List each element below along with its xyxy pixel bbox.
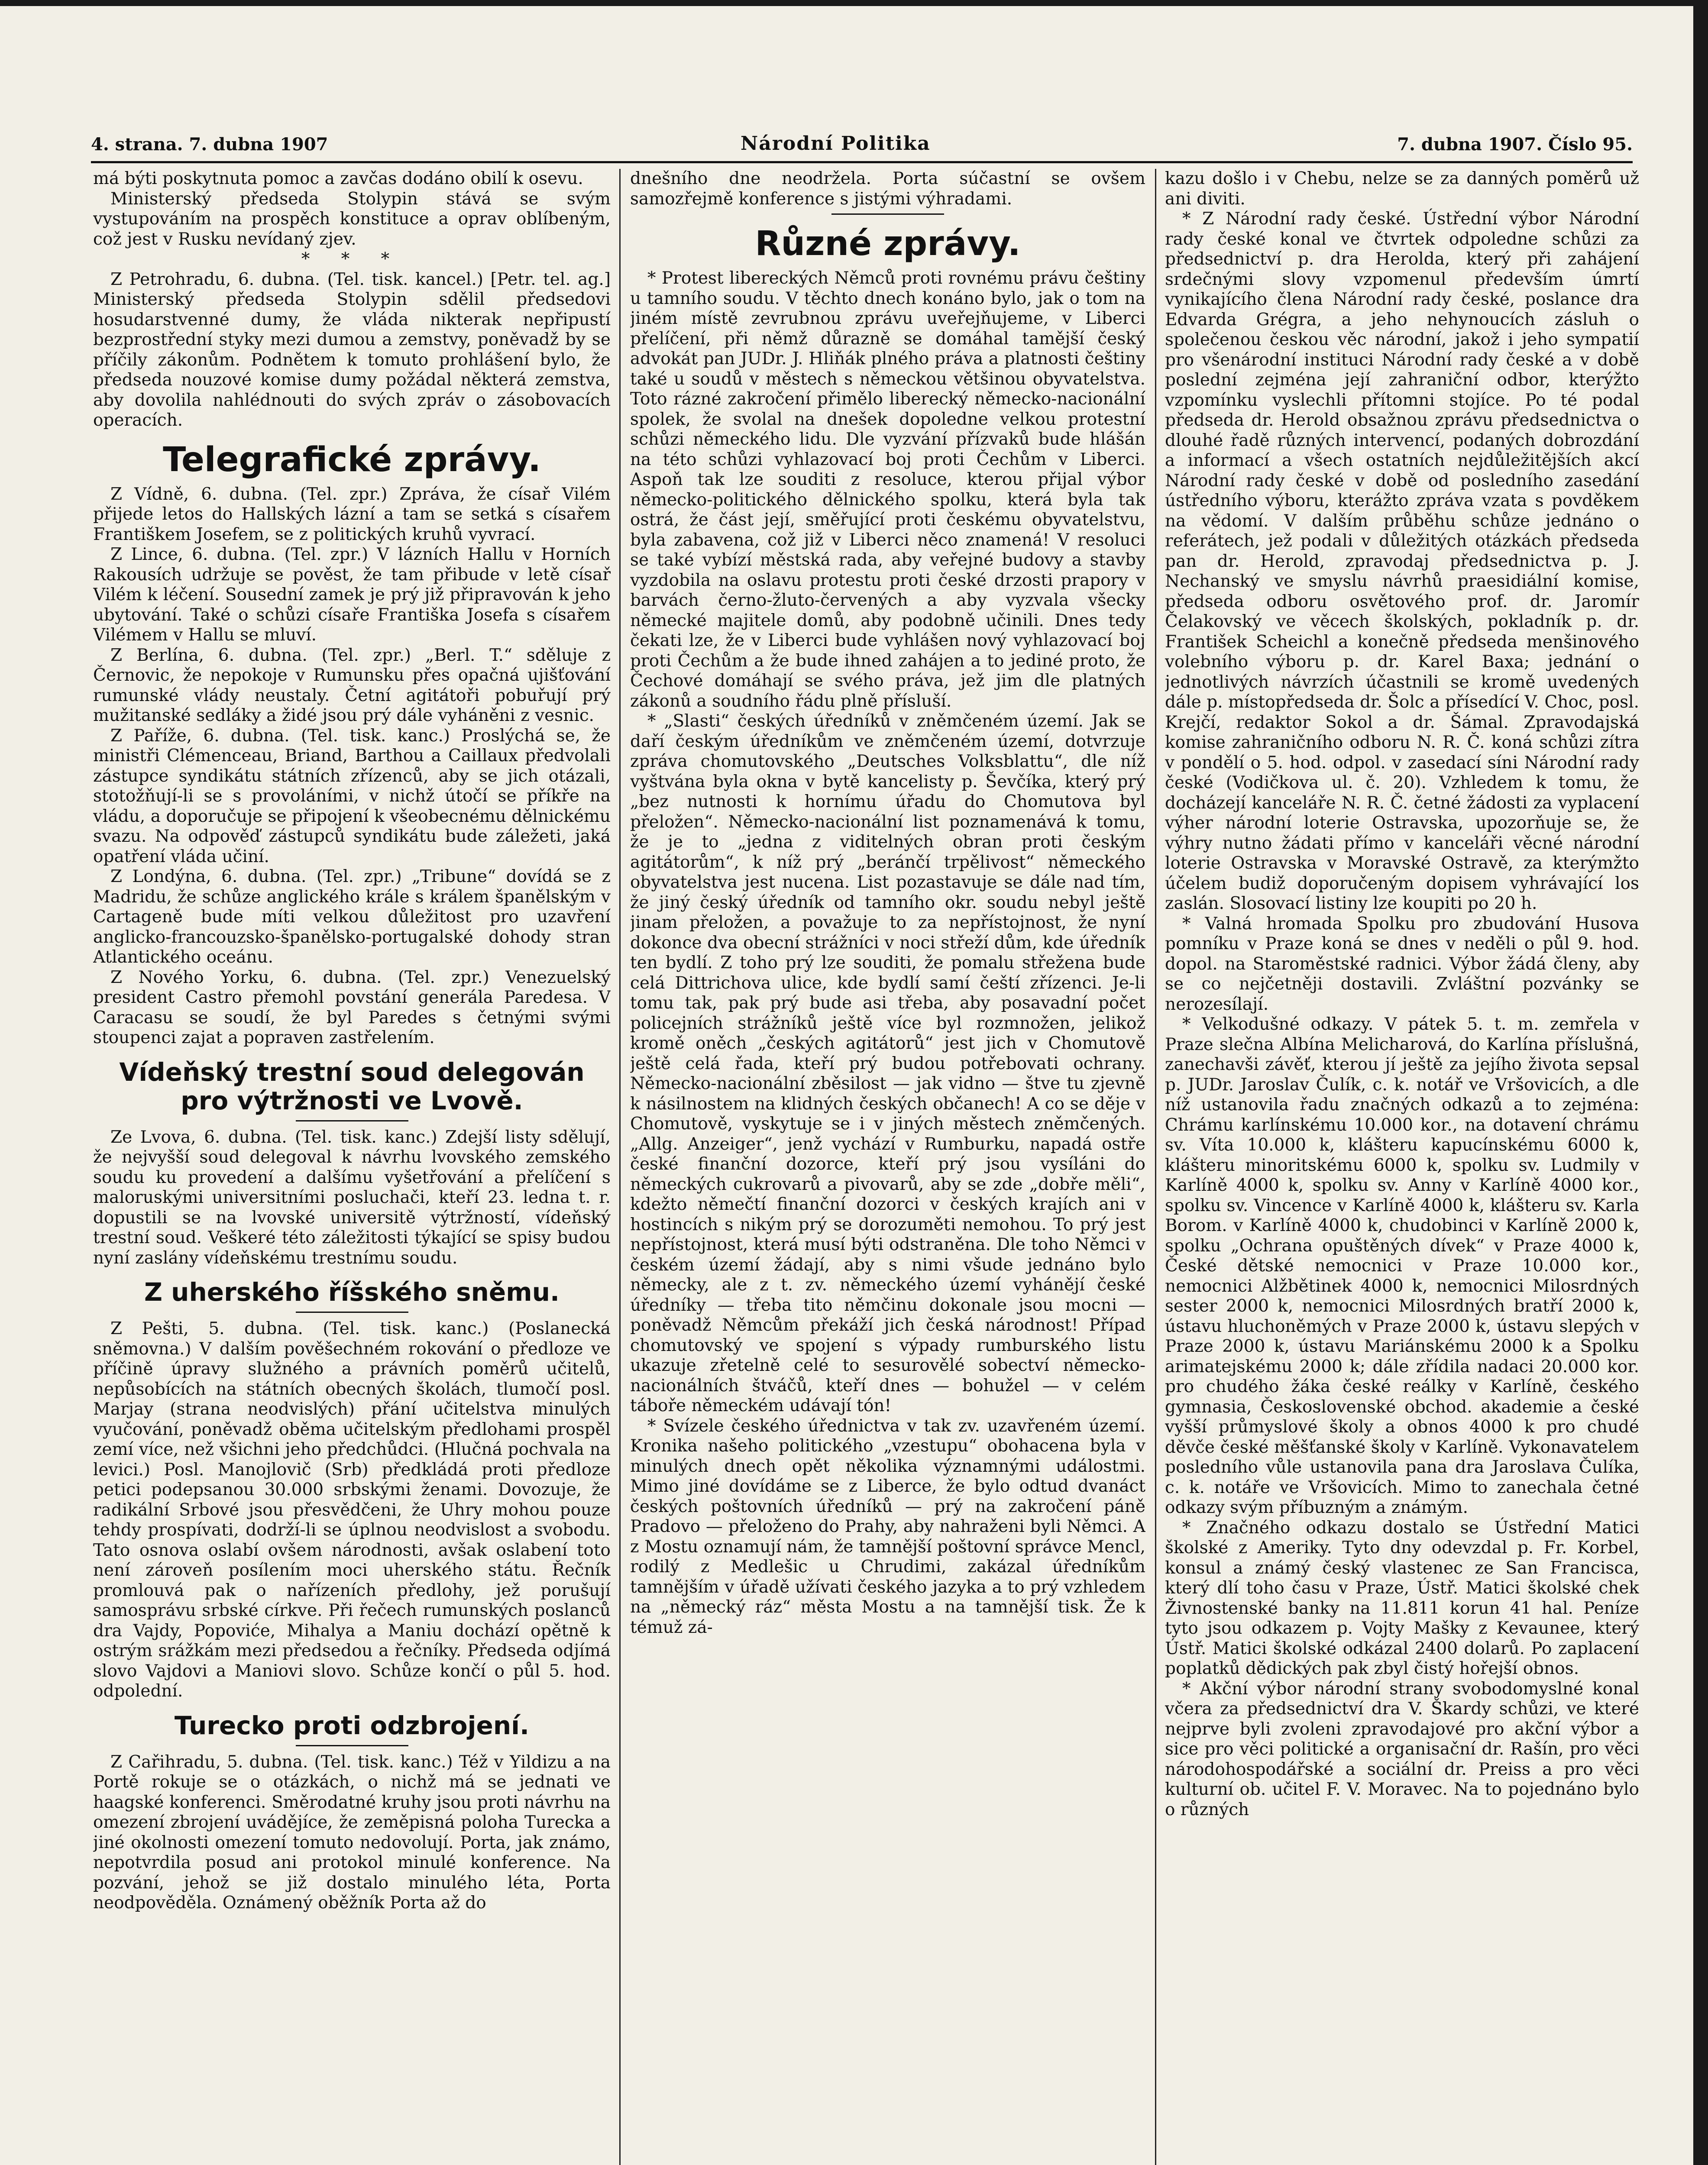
header-right: 7. dubna 1907. Číslo 95. <box>1397 134 1633 155</box>
news-item: Z Londýna, 6. dubna. (Tel. zpr.) „Tribune“ dovídá se z Madridu, že schůze anglického krále s králem španělským v Cartageně bude míti velkou důležitost pro uzavření anglicko-francouzsko-španělsko-portugalské dohody stran Atlantického oceánu. <box>93 867 611 967</box>
news-item: * Valná hromada Spolku pro zbudování Husova pomníku v Praze koná se dnes v neděli o půl 9. hod. dopol. na Staroměstské radnici. Výbor žádá členy, aby se co nejčetněji dostavili. Zvláštní pozvánky se nerozesílají. <box>1165 914 1639 1014</box>
news-item: * Velkodušné odkazy. V pátek 5. t. m. zemřela v Praze slečna Albína Melicharová, do Karlína příslušná, zanechavši závěť, kterou jí ještě za jejího života sepsal p. JUDr. Jaroslav Čulík, c. k. notář ve Vršovicích, a dle níž ustanovila řadu značných odkazů a to zejména: Chrámu karlínskému 10.000 kor., na dotavení chrámu sv. Víta 10.000 k, klášteru kapucínskému 6000 k, klášteru minoritskému 6000 k, spolku sv. Ludmily v Karlíně 4000 k, spolku sv. Anny v Karlíně 4000 kor., spolku sv. Vincence v Karlíně 4000 k, klášteru sv. Karla Borom. v Karlíně 4000 k, chudobinci v Karlíně 2000 k, spolku „Ochrana opuštěných dívek“ v Praze 4000 k, České dětské nemocnici v Praze 10.000 kor., nemocnici Alžbětinek 4000 k, nemocnici Milosrdných sester 2000 k, nemocnici Milosrdných bratří 2000 k, ústavu hluchoněmých v Praze 2000 k, ústavu slepých v Praze 2000 k, ústavu Mariánskému 2000 k a Spolku arimatejskému 2000 k; dále zřídila nadaci 20.000 kor. pro chudého žáka české reálky v Karlíně, českého gymnasia, Československé obchod. akademie a české vyšší průmyslové školy a obnos 4000 k pro chudé děvče české měšťanské školy v Karlíně. Vykonavatelem posledního vůle ustanovila pana dra Jaroslava Čulíka, c. k. notáře ve Vršovicích. Mimo to zanechala četné odkazy svým příbuzným a známým. <box>1165 1015 1639 1517</box>
article-paragraph: kazu došlo i v Chebu, nelze se za danných poměrů už ani diviti. <box>1165 169 1639 209</box>
scan-border-right <box>1693 0 1708 2165</box>
column-1 <box>93 169 611 2165</box>
news-item: Z Lince, 6. dubna. (Tel. zpr.) V lázních Hallu v Horních Rakousích udržuje se pověst, že tam přibude v letě císař Vilém k léčení. Sousední zamek je prý již připravován k jeho ubytování. Také o schůzi císaře Františka Josefa s císařem Vilémem v Hallu se mluví. <box>93 545 611 645</box>
header-rule <box>91 161 1633 163</box>
article-paragraph: Ministerský předseda Stolypin stává se svým vystupováním na prospěch konstituce a oprav oblíbeným, což jest v Rusku nevídaný zjev. <box>93 189 611 249</box>
page-header <box>91 130 1633 160</box>
column-3 <box>1165 169 1639 2165</box>
news-item: Z Berlína, 6. dubna. (Tel. zpr.) „Berl. T.“ sděluje z Černovic, že nepokoje v Rumunsku přes opačná ujišťování rumunské vlády neustaly. Četní agitátoři pobuřují prý mužitanské sedláky a židé jsou prý dále vyháněni z vesnic. <box>93 645 611 725</box>
header-left: 4. strana. 7. dubna 1907 <box>91 134 328 155</box>
article-paragraph: Z Petrohradu, 6. dubna. (Tel. tisk. kancel.) [Petr. tel. ag.] Ministerský předseda Stolypin sdělil předsedovi hosudarstvenné dumy, že vláda nikterak nepřipustí bezprostřední styky mezi dumou a zemstvy, poněvadž by se příčily zákonům. Podnětem k tomuto prohlášení bylo, že předseda nouzové komise dumy požádal některá zemstva, aby dovolila nahlédnouti do svých zpráv o zásobovacích operacích. <box>93 269 611 430</box>
article-paragraph: má býti poskytnuta pomoc a zavčas dodáno obilí k osevu. <box>93 169 583 188</box>
news-item: * Akční výbor národní strany svobodomyslné konal včera za předsednictví dra V. Škardy schůzi, ve které nejprve byli zvoleni zpravodajové pro akční výbor a sice pro věci politické a organisační dr. Rašín, pro věci národohospodářské a sociální dr. Preiss a pro věci kulturní ob. učitel F. V. Moravec. Na to pojednáno bylo o různých <box>1165 1679 1639 1819</box>
column-2 <box>630 169 1145 2165</box>
news-item: * „Slasti“ českých úředníků v zněmčeném území. Jak se daří českým úředníkům ve zněmčeném území, dotvrzuje zpráva chomutovského „Deutsches Volksblattu“, dle níž vyštvána byla okna v bytě kancelisty p. Ševčíka, který prý „bez nutnosti k hornímu úřadu do Chomutova byl přeložen“. Německo-nacionální list poznamenává k tomu, že je to „jedna z viditelných obran proti českým agitátorům“, k níž prý „beránčí trpělivost“ německého obyvatelstva jest nucena. List pozastavuje se dále nad tím, že jiný český úředník od tamního okr. soudu nebyl ještě jinam přeložen, a považuje to za nepřístojnost, že nyní dokonce dva obecní strážníci v noci střeží dům, kde úředník ten bydlí. Z toho prý lze souditi, že pomalu střežena bude celá Dittrichova ulice, kde bydlí samí čeští zřízenci. Je-li tomu tak, pak prý bude asi třeba, aby posavadní počet policejních strážníků ještě více byl rozmnožen, jelikož kromě oněch „českých agitátorů“ jest jich v Chomutově ještě celá řada, kteří prý budou potřebovati ochrany. Německo-nacionální zběsilost — jak vidno — štve tu zjevně k násilnostem na klidných českých občanech! A co se děje v Chomutově, vyskytuje se i v jiných městech zněmčených. „Allg. Anzeiger“, jenž vychází v Rumburku, napadá ostře české finanční dozorce, kteří prý jsou vysíláni do německých cukrovarů a pivovarů, aby se zde „dobře měli“, kdežto němečtí finanční dozorci v českých krajích ani v hostincích s nikým prý se dorozuměti nemohou. To prý jest nepřístojnost, která musí býti odstraněna. Dle toho Němci v českém území žádají, aby s nimi všude jednáno bylo německy, ale z t. zv. německého území vyhánějí české úředníky — třeba tito němčinu dokonale jsou mocni — poněvadž Němcům překáží jich česká národnost! Případ chomutovský ve spojení s výpady rumburského listu ukazuje zřetelně celé to sesurovělé sobectví německo-nacionálních štváčů, kteří dnes — bohužel — v celém táboře německém udávají tón! <box>630 711 1145 1415</box>
news-item: Ze Lvova, 6. dubna. (Tel. tisk. kanc.) Zdejší listy sdělují, že nejvyšší soud delegoval k návrhu lvovského zemského soudu ku provedení a dalšímu vyšetřování a přelíčení s maloruskými universitními posluchači, kteří 23. ledna t. r. dopustili se na lvovské universitě výtržností, vídeňský trestní soud. Veškeré této záležitosti týkající se spisy budou nyní zaslány vídeňskému trestnímu soudu. <box>93 1127 611 1268</box>
news-item: Z Paříže, 6. dubna. (Tel. tisk. kanc.) Proslýchá se, že ministři Clémenceau, Briand, Barthou a Caillaux předvolali zástupce syndikátu státních zřízenců, aby se jich otázali, stotožňují-li se s provoláními, v nichž útočí se příkře na vládu, a doporučuje se připojení k všeobecnému dělnickému svazu. Na odpověď zástupců syndikátu bude záležeti, jaká opatření vláda učiní. <box>93 726 611 866</box>
news-item: Z Cařihradu, 5. dubna. (Tel. tisk. kanc.) Též v Yildizu a na Portě rokuje se o otázkách, o nichž má se jednati ve haagské konferenci. Směrodatné kruhy jsou proti návrhu na omezení zbrojení uvádějíce, že zeměpisná poloha Turecka a jiné okolnosti omezení tomuto nedovolují. Porta, jak známo, nepotvrdila posud ani protokol minulé konference. Na pozvání, jehož se již dostalo minulého léta, Porta neodpověděla. Oznámený oběžník Porta až do <box>93 1752 611 1913</box>
news-item: Z Pešti, 5. dubna. (Tel. tisk. kanc.) (Poslanecká sněmovna.) V dalším pověšechném rokování o předloze ve příčině úpravy služného a právních poměrů učitelů, nepůsobících na státních obecných školách, tlumočí posl. Marjay (strana neodvislých) přání učitelstva minulých vyučování, poněvadž oběma učitelským předlohami prospěl zemí více, než všichni jeho předchůdci. (Hlučná pochvala na levici.) Posl. Manojlovič (Srb) předkládá proti předloze petici podepsanou 30.000 srbskými ženami. Dovozuje, že radikální Srbové jsou přesvědčeni, že Uhry mohou pouze tehdy prospívati, dodrží-li se úplnou neodvislost a svobodu. Tato osnova oslabí ovšem národnosti, avšak oslabení toto není zároveň posílením moci uherského státu. Řečník promlouvá pak o nařízeních předlohy, jež porušují samosprávu srbské církve. Při řečech rumunských poslanců dra Vajdy, Popoviće, Mihalya a Maniu dochází opětně k ostrým srážkám mezi předsedou a řečníky. Předseda odjímá slovo Vajdovi a Maniovi slovo. Schůze končí o půl 5. hod. odpolední. <box>93 1319 611 1701</box>
section-heading: Z uherského říšského sněmu. <box>144 1277 560 1307</box>
news-item: * Značného odkazu dostalo se Ústřední Matici školské z Ameriky. Tyto dny odevzdal p. Fr. Korbel, konsul a známý český vlastenec ze San Francisca, který dlí toho času v Praze, Ústř. Matici školské chek Živnostenské banky na 11.811 korun 41 hal. Peníze tyto jsou odkazem p. Vojty Mašky z Kevaunee, který Ústř. Matici školské odkázal 2400 dolarů. Po zaplacení poplatků dědických pak zbyl čistý hořejší obnos. <box>1165 1518 1639 1678</box>
heading-rule <box>296 1745 408 1746</box>
heading-rule <box>296 1312 408 1313</box>
column-rule-1 <box>619 169 621 2165</box>
section-heading: Turecko proti odzbrojení. <box>174 1710 530 1740</box>
section-heading: Telegrafické zprávy. <box>163 440 541 479</box>
news-item: Z Nového Yorku, 6. dubna. (Tel. zpr.) Venezuelský president Castro přemohl povstání generála Paredesa. V Caracasu se soudí, že byl Paredes s četnými svými stoupenci zajat a popraven zastřelením. <box>93 967 611 1047</box>
news-item: Z Vídně, 6. dubna. (Tel. zpr.) Zpráva, že císař Vilém přijede letos do Hallských lázní a tam se setká s císařem Františkem Josefem, se z politických kruhů vyvrací. <box>93 484 611 544</box>
article-paragraph: dnešního dne neodržela. Porta súčastní se ovšem samozřejmě konference s jistými výhradami. <box>630 169 1145 209</box>
section-separator: * * * <box>301 249 403 269</box>
section-heading: Různé zprávy. <box>755 224 1021 263</box>
heading-rule <box>296 1120 408 1121</box>
heading-rule <box>831 213 944 215</box>
scan-border-top <box>0 0 1708 6</box>
news-item: * Protest libereckých Němců proti rovnému právu češtiny u tamního soudu. V těchto dnech konáno bylo, jak o tom na jiném místě zevrubnou zprávu uveřejňujeme, v Liberci přelíčení, při němž důrazně se domáhal tamější český advokát pan JUDr. J. Hliňák plného práva a platnosti češtiny také u soudů v městech s německou většinou obyvatelstva. Toto rázné zakročení přimělo liberecký německo-nacionální spolek, že svolal na dnešek dopoledne velkou protestní schůzi německého lidu. Dle vyzvání přízvaků bude hlášán na této schůzi vyhlazovací boj proti Čechům v Liberci. Aspoň tak lze souditi z resoluce, kterou přijal výbor německo-politického dělnického spolku, která byla tak ostrá, že část její, směřující proti českému obyvatelstvu, byla zabavena, což již v Liberci něco znamená! V resoluci se také vybízí městská rada, aby veřejné budovy a stavby vyzdobila na oslavu protestu proti české drzosti prapory v barvách černo-žluto-červených a aby vyzvala všecky německé majitele domů, aby podobně učinili. Dnes tedy čekati lze, že v Liberci bude vyhlášen nový vyhlazovací boj proti Čechům a že bude ihned zahájen a to jediné proto, že Čechové domáhají se svého práva, jež jim dle platných zákonů a soudního řádu plně přísluší. <box>630 268 1145 711</box>
section-heading: Vídeňský trestní soud delegován pro výtržnosti ve Lvově. <box>119 1057 585 1115</box>
masthead-title: Národní Politika <box>741 132 931 155</box>
news-item: * Z Národní rady české. Ústřední výbor Národní rady české konal ve čtvrtek odpoledne schůzi za předsednictví p. dra Herolda, který při zahájení srdečnými slovy vzpomenul především úmrtí vynikajícího člena Národní rady české, poslance dra Edvarda Grégra, a jeho nehynoucích zásluh o společenou českou věc národní, jakož i jeho sympatií pro všenárodní instituci Národní rady české a v době poslední zejména její zahraniční odbor, kterýžto vzpomínku vyslechli přítomni stojíce. Po té podal předseda dr. Herold obsažnou zprávu předsednictva o dlouhé řadě různých intervencí, podaných dobrozdání a informací a všech ostatních nejdůležitějších akcí Národní rady české v době od posledního zasedání ústředního výboru, kterážto zpráva vzata s povděkem na vědomí. V dalším průběhu schůze jednáno o referátech, jež podali v důležitých otázkách předseda pan dr. Herold, zpravodaj předsednictva p. J. Nechanský ve smyslu návrhů praesidiální komise, předseda odboru osvětového prof. dr. Jaromír Čelakovský ve věcech školských, pokladník p. dr. František Scheichl a konečně předseda menšinového volebního výboru p. dr. Karel Baxa; jednání o jednotlivých návrzích účastnili se kromě uvedených dále p. místopředseda dr. Šolc a přísedící V. Choc, posl. Krejčí, redaktor Sokol a dr. Šámal. Zpravodajská komise zahraničního odboru N. R. Č. koná schůzi zítra v pondělí o 5. hod. odpol. v zasedací síni Národní rady české (Vodičkova ul. č. 20). Vzhledem k tomu, že docházejí kanceláře N. R. Č. četné žádosti za vyplacení výher národní loterie Ostravska, upozorňuje se, že výhry nutno žádati přímo v kanceláři věcné národní loterie Ostravska v Moravské Ostravě, za kterýmžto účelem budiž doporučeným dopisem vyhrávající los zaslán. Slosovací listiny lze koupiti po 20 h. <box>1165 209 1639 913</box>
news-item: * Svízele českého úřednictva v tak zv. uzavřeném území. Kronika našeho politického „vzestupu“ obohacena byla v minulých dnech opět několika významnými událostmi. Mimo jiné dovídáme se z Liberce, že bylo odtud dvanáct českých poštovních úředníků — prý na zakročení páně Pradovo — přeloženo do Prahy, aby nahraženi byli Němci. A z Mostu oznamují nám, že tamnější poštovní správce Mencl, rodilý z Medlešic u Chrudimi, zakázal úředníkům tamnějším v úřadě užívati českého jazyka a to prý vzhledem na „německý ráz“ města Mostu a na tamnější tisk. Že k témuž zá- <box>630 1416 1145 1637</box>
column-rule-2 <box>1155 169 1156 2165</box>
